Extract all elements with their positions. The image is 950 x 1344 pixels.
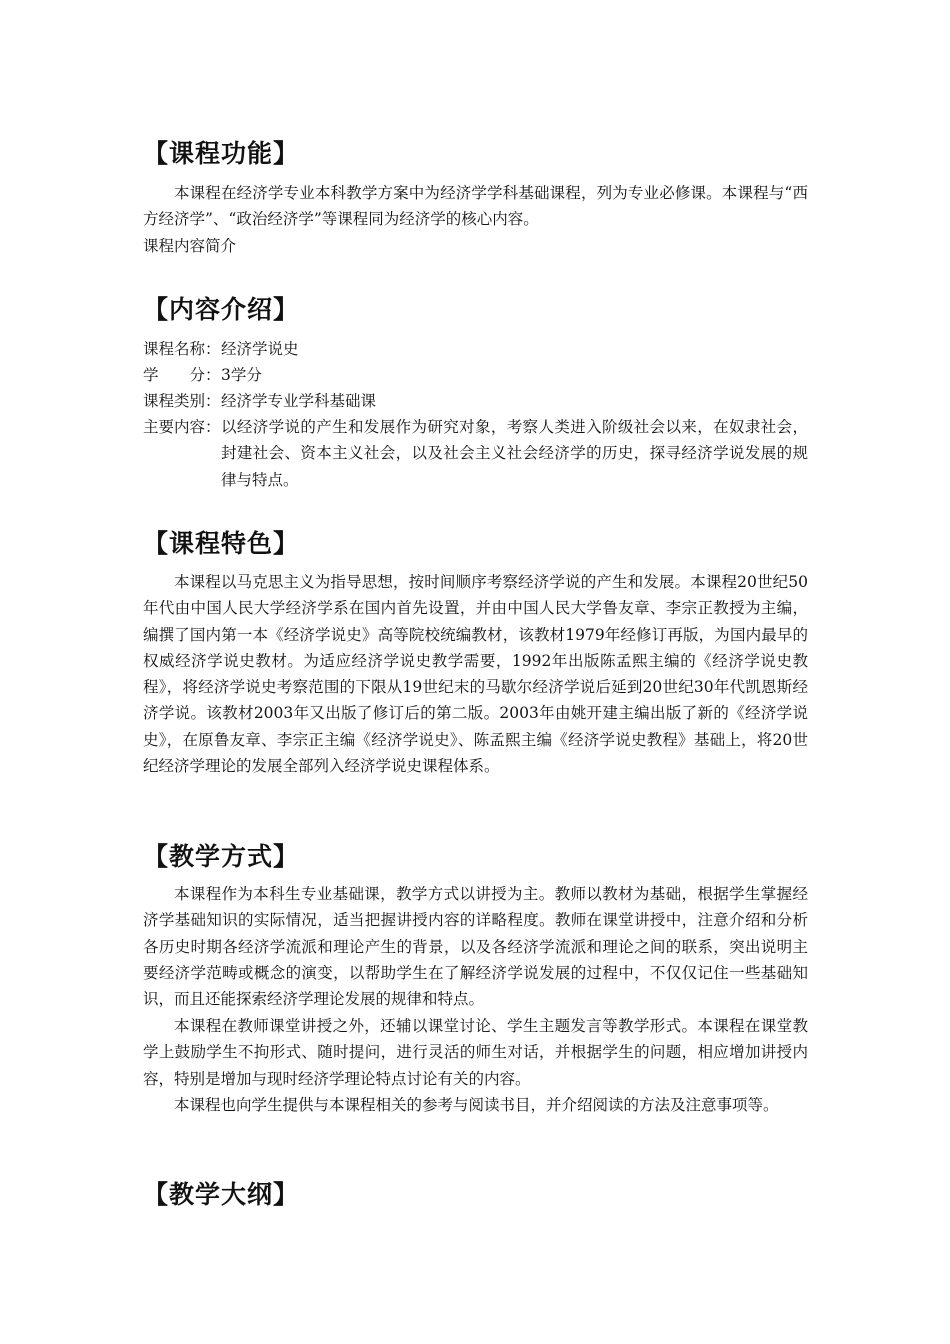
info-row-credits bbox=[143, 362, 808, 388]
info-row-course-name bbox=[143, 336, 808, 362]
category-value: 经济学专业学科基础课 bbox=[221, 392, 377, 410]
course-name-value: 经济学说史 bbox=[221, 340, 299, 358]
section-heading-content-intro: 【内容介绍】 bbox=[143, 295, 300, 324]
section-heading-course-features: 【课程特色】 bbox=[143, 529, 300, 558]
main-content-value: 以经济学说的产生和发展作为研究对象，考察人类进入阶级社会以来，在奴隶社会，封建社会、资本主义社会，以及社会主义社会经济学的历史，探寻经济学说发展的规律与特点。 bbox=[221, 418, 808, 489]
credits-label: 学 分： bbox=[143, 366, 221, 384]
credits-value: 3学分 bbox=[221, 366, 262, 384]
main-content-label: 主要内容： bbox=[143, 418, 221, 436]
course-function-paragraph: 本课程在经济学专业本科教学方案中为经济学学科基础课程，列为专业必修课。本课程与“西方经济学”、“政治经济学”等课程同为经济学的核心内容。 bbox=[143, 184, 808, 229]
teaching-method-paragraph-1: 本课程作为本科生专业基础课，教学方式以讲授为主。教师以教材为基础，根据学生掌握经济学基础知识的实际情况，适当把握讲授内容的详略程度。教师在课堂讲授中，注意介绍和分析各历史时期各经济学流派和理论产生的背景，以及各经济学流派和理论之间的联系，突出说明主要经济学范畴或概念的演变，以帮助学生在了解经济学说发展的过程中，不仅仅记住一些基础知识，而且还能探索经济学理论发展的规律和特点。 bbox=[143, 885, 808, 1009]
course-name-label: 课程名称： bbox=[143, 340, 221, 358]
course-summary-note: 课程内容简介 bbox=[143, 237, 237, 255]
section-heading-course-function: 【课程功能】 bbox=[143, 139, 300, 168]
category-label: 课程类别： bbox=[143, 392, 221, 410]
teaching-method-paragraph-2: 本课程在教师课堂讲授之外，还辅以课堂讨论、学生主题发言等教学形式。本课程在课堂教学上鼓励学生不拘形式、随时提问，进行灵活的师生对话，并根据学生的问题，相应增加讲授内容，特别是增加与现时经济学理论特点讨论有关的内容。 bbox=[143, 1017, 808, 1088]
section-heading-teaching-method: 【教学方式】 bbox=[143, 842, 300, 871]
info-row-main-content bbox=[143, 414, 808, 494]
section-heading-teaching-outline: 【教学大纲】 bbox=[143, 1180, 300, 1209]
info-row-category bbox=[143, 388, 808, 414]
course-features-paragraph: 本课程以马克思主义为指导思想，按时间顺序考察经济学说的产生和发展。本课程20世纪50年代由中国人民大学经济学系在国内首先设置，并由中国人民大学鲁友章、李宗正教授为主编，编撰了国内第一本《经济学说史》高等院校统编教材，该教材1979年经修订再版，为国内最早的权威经济学说史教材。为适应经济学说史教学需要，1992年出版陈孟熙主编的《经济学说史教程》，将经济学说史考察范围的下限从19世纪末的马歇尔经济学说后延到20世纪30年代凯恩斯经济学说。该教材2003年又出版了修订后的第二版。2003年由姚开建主编出版了新的《经济学说史》，在原鲁友章、李宗正主编《经济学说史》、陈孟熙主编《经济学说史教程》基础上，将20世纪经济学理论的发展全部列入经济学说史课程体系。 bbox=[143, 573, 808, 776]
teaching-method-paragraph-3: 本课程也向学生提供与本课程相关的参考与阅读书目，并介绍阅读的方法及注意事项等。 bbox=[174, 1096, 779, 1114]
